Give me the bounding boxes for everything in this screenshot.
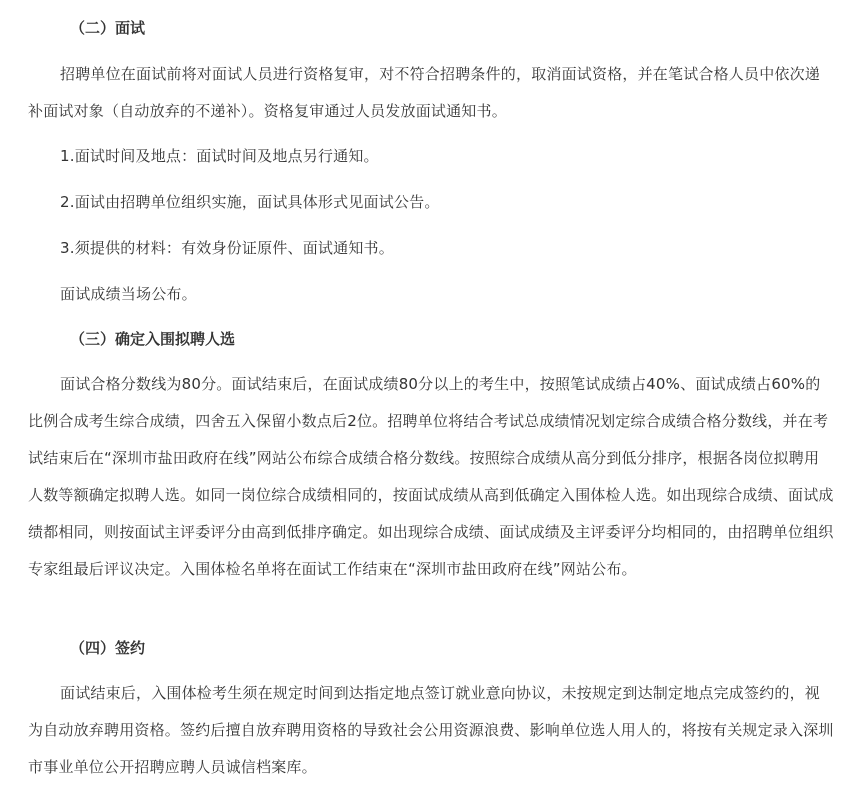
- paragraph-interview-time-place: 1.面试时间及地点：面试时间及地点另行通知。: [60, 147, 379, 165]
- paragraph-shortlist-rules: 面试合格分数线为80分。面试结束后，在面试成绩80分以上的考生中，按照笔试成绩占40%、面试成绩占60%的比例合成考生综合成绩，四舍五入保留小数点后2位。招聘单位将结合考试总成绩情况划定综合成绩合格分数线，并在考试结束后在“深圳市盐田政府在线”网站公布综合成绩合格分数线。按照综合成绩从高分到低分排序，根据各岗位拟聘用人数等额确定拟聘人选。如同一岗位综合成绩相同的，按面试成绩从高到低确定入围体检人选。如出现综合成绩、面试成绩都相同，则按面试主评委评分由高到低排序确定。如出现综合成绩、面试成绩及主评委评分均相同的，由招聘单位组织专家组最后评议决定。入围体检名单将在面试工作结束在“深圳市盐田政府在线”网站公布。: [28, 375, 834, 578]
- paragraph-interview-organizer: 2.面试由招聘单位组织实施，面试具体形式见面试公告。: [60, 193, 440, 211]
- section-heading-signing: （四）签约: [70, 639, 146, 657]
- paragraph-signing-rules: 面试结束后，入围体检考生须在规定时间到达指定地点签订就业意向协议，未按规定到达制定地点完成签约的，视为自动放弃聘用资格。签约后擅自放弃聘用资格的导致社会公用资源浪费、影响单位选人用人的，将按有关规定录入深圳市事业单位公开招聘应聘人员诚信档案库。: [28, 684, 834, 776]
- paragraph-score-announcement: 面试成绩当场公布。: [60, 285, 197, 303]
- paragraph-qualification-review: 招聘单位在面试前将对面试人员进行资格复审，对不符合招聘条件的，取消面试资格，并在笔试合格人员中依次递补面试对象（自动放弃的不递补）。资格复审通过人员发放面试通知书。: [28, 65, 821, 120]
- paragraph-required-materials: 3.须提供的材料：有效身份证原件、面试通知书。: [60, 239, 394, 257]
- section-heading-interview: （二）面试: [70, 19, 146, 37]
- section-heading-shortlist: （三）确定入围拟聘人选: [70, 330, 236, 348]
